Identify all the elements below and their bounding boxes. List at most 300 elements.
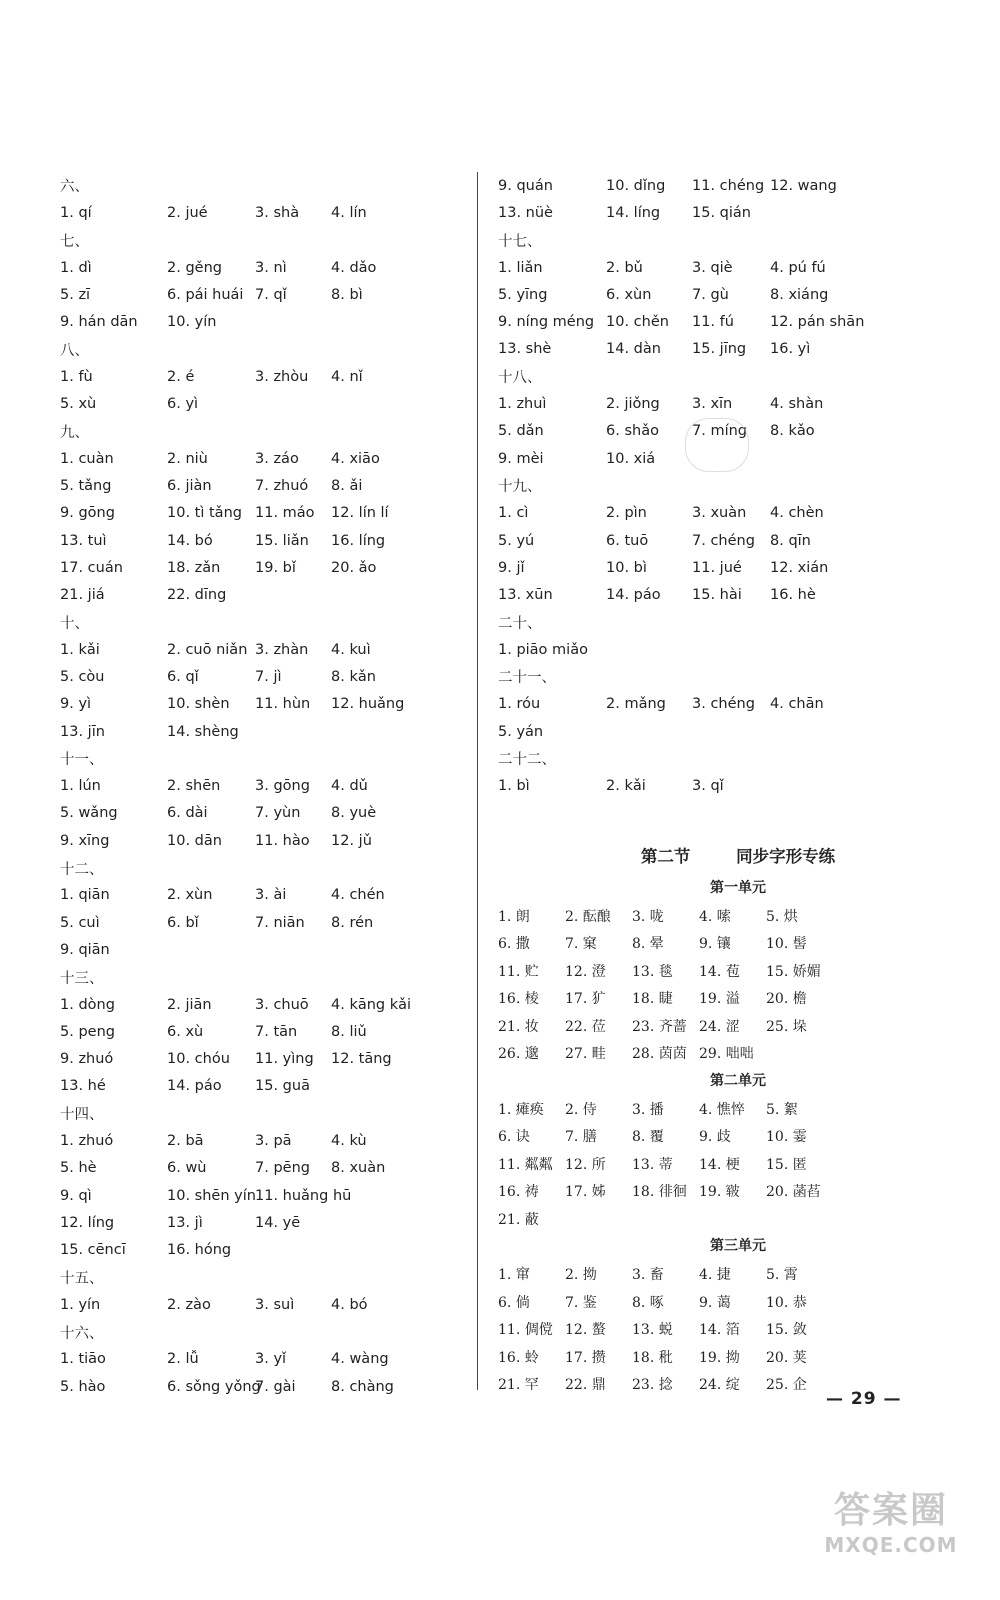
answer-item: 18. zǎn (167, 559, 221, 576)
answer-item: 2. shēn (167, 778, 221, 795)
character-answer-item: 21. 罕 (498, 1377, 539, 1394)
answer-item: 3. ài (255, 887, 287, 904)
column-divider (477, 172, 478, 1390)
answer-row (60, 472, 470, 499)
answer-item: 21. jiá (60, 587, 105, 604)
answer-item: 15. qián (692, 204, 751, 221)
answer-item: 9. xīng (60, 832, 110, 849)
answer-row (60, 581, 470, 608)
answer-item: 7. qǐ (255, 286, 287, 303)
character-answer-item: 10. 霎 (766, 1129, 807, 1146)
character-answer-item: 22. 鼎 (565, 1377, 606, 1394)
character-answer-row (498, 1343, 978, 1371)
answer-row (60, 1291, 470, 1318)
watermark-url: MXQE.COM (824, 1533, 958, 1557)
character-answer-row (498, 1039, 978, 1067)
character-answer-item: 14. 箔 (699, 1322, 740, 1339)
answer-row (60, 1155, 470, 1182)
answer-item: 12. lín lí (331, 505, 389, 522)
character-answer-row (498, 902, 978, 930)
answer-item: 2. pìn (606, 505, 647, 522)
answer-item: 8. qīn (770, 532, 811, 549)
answer-item: 2. lǚ (167, 1351, 199, 1368)
answer-row (60, 1127, 470, 1154)
answer-row (498, 691, 978, 718)
answer-item: 16. líng (331, 532, 386, 549)
answer-item: 16. hóng (167, 1242, 232, 1259)
character-answer-item: 27. 畦 (565, 1046, 606, 1063)
character-answer-item: 1. 窜 (498, 1267, 530, 1284)
left-column (60, 172, 470, 1400)
answer-item: 2. xùn (167, 887, 213, 904)
answer-item: 7. yùn (255, 805, 301, 822)
answer-item: 1. bì (498, 778, 530, 795)
character-answer-item: 28. 茵茵 (632, 1046, 687, 1063)
answer-row (498, 254, 978, 281)
character-answer-item: 15. 敛 (766, 1322, 807, 1339)
character-answer-item: 7. 窠 (565, 936, 597, 953)
answer-item: 9. hán dān (60, 314, 138, 331)
answer-item: 3. záo (255, 450, 299, 467)
character-answer-item: 4. 嗦 (699, 908, 731, 925)
answer-item: 12. huǎng (331, 696, 405, 713)
character-answer-row (498, 984, 978, 1012)
answer-item: 4. nǐ (331, 368, 363, 385)
answer-item: 13. xūn (498, 587, 553, 604)
answer-row (498, 718, 978, 745)
answer-item: 12. líng (60, 1214, 115, 1231)
answer-item: 5. cuì (60, 914, 100, 931)
section-title: 同步字形专练 (736, 846, 836, 866)
answer-row (60, 527, 470, 554)
answer-row (60, 1373, 470, 1400)
character-answer-item: 25. 垛 (766, 1018, 807, 1035)
character-answer-item: 12. 澄 (565, 963, 606, 980)
question-number-heading: 十五、 (60, 1271, 104, 1288)
answer-item: 8. kǎn (331, 668, 376, 685)
answer-item: 1. zhuó (60, 1133, 114, 1150)
character-answer-row (498, 1122, 978, 1150)
character-answer-item: 11. 倜傥 (498, 1322, 553, 1339)
answer-item: 2. niù (167, 450, 208, 467)
answer-item: 11. yìng (255, 1051, 314, 1068)
answer-item: 17. cuán (60, 559, 123, 576)
answer-item: 4. chén (331, 887, 385, 904)
answer-item: 9. zhuó (60, 1051, 114, 1068)
answer-row (60, 691, 470, 718)
answer-item: 6. xù (167, 1023, 204, 1040)
answer-item: 3. gōng (255, 778, 310, 795)
answer-row (60, 1182, 470, 1209)
answer-item: 10. bì (606, 559, 647, 576)
answer-item: 8. bì (331, 286, 363, 303)
character-answer-item: 3. 播 (632, 1101, 664, 1118)
answer-item: 13. tuì (60, 532, 107, 549)
character-answer-item: 23. 齐蔷 (632, 1018, 687, 1035)
character-answer-item: 17. 犷 (565, 991, 606, 1008)
answer-item: 11. máo (255, 505, 315, 522)
answer-item: 3. chéng (692, 696, 755, 713)
answer-item: 3. suì (255, 1296, 295, 1313)
answer-row (60, 445, 470, 472)
answer-item: 4. kù (331, 1133, 367, 1150)
character-answer-item: 13. 蜕 (632, 1322, 673, 1339)
character-answer-item: 6. 撒 (498, 936, 530, 953)
answer-item: 7. jì (255, 668, 282, 685)
answer-item: 5. yú (498, 532, 535, 549)
answer-item: 13. jì (167, 1214, 203, 1231)
answer-item: 3. zhòu (255, 368, 309, 385)
character-answer-item: 3. 畜 (632, 1267, 664, 1284)
character-answer-item: 25. 企 (766, 1377, 807, 1394)
answer-item: 13. hé (60, 1078, 106, 1095)
answer-item: 8. xuàn (331, 1160, 386, 1177)
answer-item: 3. xuàn (692, 505, 747, 522)
answer-item: 14. yē (255, 1214, 301, 1231)
answer-item: 11. chéng (692, 177, 765, 194)
character-answer-row (498, 1205, 978, 1233)
right-answer-groups (498, 172, 978, 800)
answer-item: 14. líng (606, 204, 661, 221)
answer-row (498, 281, 978, 308)
answer-item: 7. gù (692, 286, 729, 303)
answer-item: 5. peng (60, 1023, 115, 1040)
right-column (498, 172, 978, 1398)
answer-item: 10. xiá (606, 450, 656, 467)
character-answer-item: 20. 檐 (766, 991, 807, 1008)
answer-row (60, 827, 470, 854)
answer-item: 11. jué (692, 559, 742, 576)
answer-item: 12. tāng (331, 1051, 392, 1068)
question-number-heading: 九、 (60, 424, 89, 441)
answer-item: 14. shèng (167, 723, 239, 740)
page-number: — 29 — (826, 1389, 902, 1409)
answer-item: 5. xù (60, 396, 97, 413)
character-answer-row (498, 1095, 978, 1123)
answer-item: 4. chān (770, 696, 824, 713)
answer-item: 4. xiāo (331, 450, 380, 467)
answer-item: 8. rén (331, 914, 374, 931)
answer-row (60, 1046, 470, 1073)
question-number-heading: 十一、 (60, 752, 104, 769)
answer-item: 1. tiāo (60, 1351, 106, 1368)
question-number-heading: 二十二、 (498, 752, 556, 769)
answer-item: 4. wàng (331, 1351, 389, 1368)
answer-item: 12. xián (770, 559, 829, 576)
answer-item: 4. kuì (331, 641, 371, 658)
character-answer-item: 5. 絮 (766, 1101, 798, 1118)
character-answer-item: 9. 蔼 (699, 1294, 731, 1311)
character-answer-item: 4. 捷 (699, 1267, 731, 1284)
answer-item: 14. bó (167, 532, 213, 549)
answer-item: 1. zhuì (498, 396, 547, 413)
character-answer-item: 13. 毯 (632, 963, 673, 980)
character-answer-row (498, 1260, 978, 1288)
answer-item: 1. cì (498, 505, 529, 522)
answer-item: 8. xiáng (770, 286, 829, 303)
question-number-heading: 七、 (60, 233, 89, 250)
question-number-heading: 八、 (60, 342, 89, 359)
answer-item: 6. shǎo (606, 423, 659, 440)
answer-item: 4. dǎo (331, 259, 377, 276)
answer-item: 1. qí (60, 204, 92, 221)
answer-row (60, 1073, 470, 1100)
answer-item: 8. liǔ (331, 1023, 367, 1040)
answer-item: 2. mǎng (606, 696, 666, 713)
answer-item: 11. huǎng hū (255, 1187, 352, 1204)
answer-item: 4. shàn (770, 396, 824, 413)
question-number-heading: 十六、 (60, 1325, 104, 1342)
answer-item: 19. bǐ (255, 559, 296, 576)
answer-item: 3. chuō (255, 996, 309, 1013)
answer-row (498, 500, 978, 527)
answer-row (60, 1209, 470, 1236)
question-number-heading: 十二、 (60, 861, 104, 878)
character-answer-row (498, 929, 978, 957)
character-answer-item: 9. 镶 (699, 936, 731, 953)
answer-item: 2. kǎi (606, 778, 646, 795)
character-answer-item: 15. 娇媚 (766, 963, 821, 980)
character-answer-row (498, 1177, 978, 1205)
answer-item: 12. wang (770, 177, 837, 194)
answer-item: 2. zào (167, 1296, 211, 1313)
watermark-text: 答案圈 (833, 1490, 948, 1531)
answer-item: 7. chéng (692, 532, 755, 549)
answer-item: 8. chàng (331, 1378, 394, 1395)
answer-item: 3. yǐ (255, 1351, 287, 1368)
answer-item: 7. gài (255, 1378, 296, 1395)
character-answer-item: 12. 所 (565, 1156, 606, 1173)
answer-item: 4. lín (331, 204, 367, 221)
answer-item: 8. ǎi (331, 477, 363, 494)
answer-item: 3. zhàn (255, 641, 309, 658)
character-answer-item: 8. 啄 (632, 1294, 664, 1311)
character-answer-item: 16. 蛉 (498, 1349, 539, 1366)
answer-row (60, 882, 470, 909)
answer-item: 1. fù (60, 368, 93, 385)
character-answer-item: 5. 霄 (766, 1267, 798, 1284)
answer-row (60, 281, 470, 308)
answer-item: 15. cēncī (60, 1242, 126, 1259)
answer-row (498, 172, 978, 199)
answer-row (498, 308, 978, 335)
answer-row (60, 308, 470, 335)
answer-item: 1. cuàn (60, 450, 114, 467)
answer-row (60, 254, 470, 281)
question-number-heading: 二十、 (498, 615, 542, 632)
character-answer-item: 17. 姊 (565, 1184, 606, 1201)
answer-item: 7. zhuó (255, 477, 309, 494)
question-number-heading: 六、 (60, 179, 89, 196)
character-answer-item: 21. 妆 (498, 1018, 539, 1035)
answer-item: 5. dǎn (498, 423, 544, 440)
character-answer-item: 14. 苞 (699, 963, 740, 980)
character-answer-item: 3. 咙 (632, 908, 664, 925)
character-answer-item: 20. 荚 (766, 1349, 807, 1366)
answer-item: 12. jǔ (331, 832, 372, 849)
answer-row (498, 390, 978, 417)
character-answer-item: 19. 皲 (699, 1184, 740, 1201)
answer-item: 1. liǎn (498, 259, 543, 276)
character-answer-item: 23. 捻 (632, 1377, 673, 1394)
character-answer-item: 8. 晕 (632, 936, 664, 953)
section-heading (498, 840, 978, 874)
answer-item: 1. dì (60, 259, 92, 276)
answer-item: 6. xùn (606, 286, 652, 303)
answer-item: 1. róu (498, 696, 541, 713)
answer-item: 3. xīn (692, 396, 733, 413)
answer-item: 4. kāng kǎi (331, 996, 412, 1013)
answer-item: 3. pā (255, 1133, 292, 1150)
answer-row (60, 718, 470, 745)
answer-item: 10. yín (167, 314, 217, 331)
answer-item: 14. dàn (606, 341, 661, 358)
character-answer-row (498, 1012, 978, 1040)
answer-row (60, 363, 470, 390)
character-answer-row (498, 1370, 978, 1398)
answer-item: 3. shà (255, 204, 300, 221)
answer-item: 10. dān (167, 832, 222, 849)
answer-item: 3. qiè (692, 259, 733, 276)
answer-item: 3. nì (255, 259, 287, 276)
answer-item: 15. hài (692, 587, 742, 604)
character-answer-item: 21. 蔽 (498, 1211, 539, 1228)
character-answer-item: 20. 菡萏 (766, 1184, 821, 1201)
answer-item: 11. fú (692, 314, 734, 331)
character-answer-item: 11. 粼粼 (498, 1156, 553, 1173)
answer-item: 6. tuō (606, 532, 649, 549)
answer-item: 5. wǎng (60, 805, 118, 822)
answer-item: 16. yì (770, 341, 811, 358)
answer-row (60, 909, 470, 936)
answer-item: 10. chěn (606, 314, 669, 331)
character-answer-item: 24. 绽 (699, 1377, 740, 1394)
character-answer-row (498, 957, 978, 985)
answer-item: 9. mèi (498, 450, 544, 467)
answer-item: 5. hè (60, 1160, 97, 1177)
answer-item: 7. niān (255, 914, 305, 931)
answer-item: 5. yīng (498, 286, 548, 303)
unit-heading: 第一单元 (710, 879, 766, 896)
character-answer-item: 2. 侍 (565, 1101, 597, 1118)
answer-item: 13. jīn (60, 723, 105, 740)
answer-item: 13. nüè (498, 204, 553, 221)
answer-item: 5. yán (498, 723, 544, 740)
unit-heading: 第二单元 (710, 1072, 766, 1089)
character-answer-item: 2. 拗 (565, 1267, 597, 1284)
answer-row (498, 581, 978, 608)
answer-item: 9. quán (498, 177, 553, 194)
question-number-heading: 十九、 (498, 479, 542, 496)
answer-item: 6. bǐ (167, 914, 199, 931)
answer-item: 8. kǎo (770, 423, 815, 440)
answer-item: 5. hào (60, 1378, 106, 1395)
answer-item: 15. guā (255, 1078, 310, 1095)
answer-item: 1. kǎi (60, 641, 100, 658)
answer-row (498, 199, 978, 226)
answer-item: 2. jiǒng (606, 396, 660, 413)
answer-item: 4. chèn (770, 505, 824, 522)
answer-item: 11. hào (255, 832, 310, 849)
answer-item: 1. qiān (60, 887, 110, 904)
answer-item: 9. qiān (60, 941, 110, 958)
answer-item: 8. yuè (331, 805, 377, 822)
character-answer-item: 12. 螯 (565, 1322, 606, 1339)
answer-item: 6. qǐ (167, 668, 199, 685)
answer-item: 7. pēng (255, 1160, 310, 1177)
answer-item: 6. jiàn (167, 477, 212, 494)
answer-item: 11. hùn (255, 696, 311, 713)
answer-item: 9. yì (60, 696, 92, 713)
answer-item: 6. sǒng yǒng (167, 1378, 261, 1395)
answer-item: 9. jǐ (498, 559, 525, 576)
answer-item: 7. tān (255, 1023, 298, 1040)
character-answer-item: 18. 秕 (632, 1349, 673, 1366)
answer-row (60, 991, 470, 1018)
answer-item: 16. hè (770, 587, 816, 604)
character-answer-row (498, 1150, 978, 1178)
question-number-heading: 十七、 (498, 233, 542, 250)
answer-item: 15. jīng (692, 341, 747, 358)
section-label: 第二节 (640, 846, 691, 866)
question-number-heading: 二十一、 (498, 670, 556, 687)
answer-item: 1. yín (60, 1296, 101, 1313)
unit-heading: 第三单元 (710, 1238, 766, 1255)
character-answer-item: 5. 烘 (766, 908, 798, 925)
answer-item: 2. é (167, 368, 195, 385)
answer-item: 2. bǔ (606, 259, 643, 276)
character-answer-item: 24. 涩 (699, 1018, 740, 1035)
character-answer-item: 10. 髻 (766, 936, 807, 953)
answer-row (60, 554, 470, 581)
answer-row (60, 500, 470, 527)
answer-row (498, 336, 978, 363)
answer-item: 10. chóu (167, 1051, 230, 1068)
character-answer-item: 11. 贮 (498, 963, 539, 980)
answer-item: 5. zī (60, 286, 91, 303)
answer-row (60, 800, 470, 827)
character-answer-item: 4. 憔悴 (699, 1101, 745, 1118)
answer-item: 4. dǔ (331, 778, 368, 795)
character-answer-item: 14. 梗 (699, 1156, 740, 1173)
answer-item: 2. cuō niǎn (167, 641, 248, 658)
answer-item: 14. páo (606, 587, 661, 604)
answer-item: 10. dǐng (606, 177, 666, 194)
answer-item: 1. dòng (60, 996, 115, 1013)
answer-item: 10. shèn (167, 696, 230, 713)
character-answer-item: 18. 睫 (632, 991, 673, 1008)
character-answer-item: 10. 恭 (766, 1294, 807, 1311)
character-answer-item: 17. 攒 (565, 1349, 606, 1366)
watermark-logo (806, 1482, 976, 1582)
question-number-heading: 十、 (60, 615, 89, 632)
character-answer-item: 19. 溢 (699, 991, 740, 1008)
character-answer-item: 22. 莅 (565, 1018, 606, 1035)
answer-item: 5. tǎng (60, 477, 112, 494)
answer-row (498, 554, 978, 581)
answer-item: 3. qǐ (692, 778, 724, 795)
answer-item: 2. jiān (167, 996, 212, 1013)
character-answer-item: 19. 拗 (699, 1349, 740, 1366)
character-answer-item: 7. 膳 (565, 1129, 597, 1146)
answer-item: 9. qì (60, 1187, 92, 1204)
answer-item: 20. ǎo (331, 559, 377, 576)
answer-item: 12. pán shān (770, 314, 865, 331)
character-answer-item: 18. 徘徊 (632, 1184, 687, 1201)
character-answer-item: 16. 祷 (498, 1184, 539, 1201)
answer-item: 10. shēn yín (167, 1187, 256, 1204)
character-answer-row (498, 1315, 978, 1343)
